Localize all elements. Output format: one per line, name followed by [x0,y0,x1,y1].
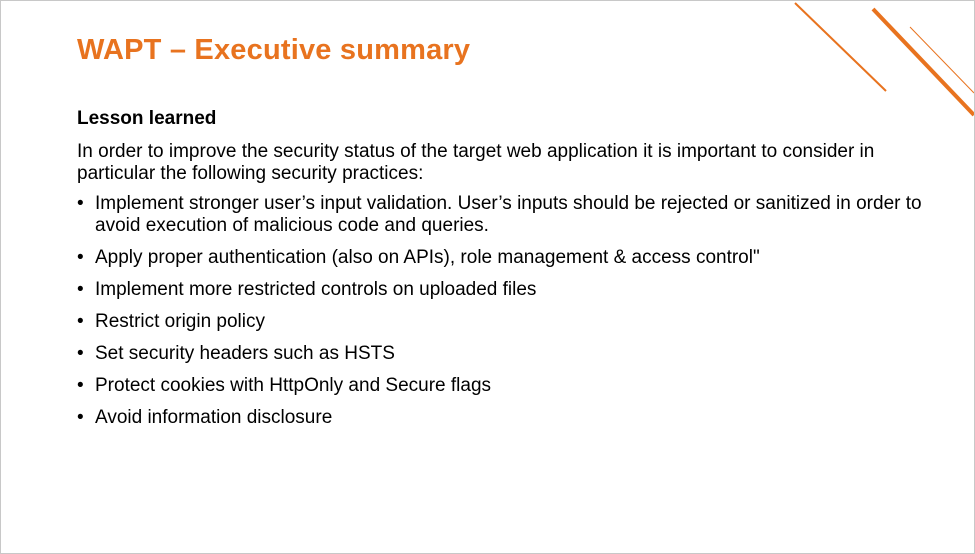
intro-paragraph: In order to improve the security status of the target web application it is important to consider in particular the following security practices: [77,141,875,184]
bullet-dot: • [77,311,84,332]
bullet-text: Protect cookies with HttpOnly and Secure flags [95,375,492,396]
bullet-item [77,375,927,397]
bullet-text: Apply proper authentication (also on APIs), role management & access control" [95,247,760,268]
bullet-dot: • [77,279,84,300]
diagonal-line-thick [873,9,974,115]
bullet-dot: • [77,343,84,364]
slide-body [77,107,927,439]
bullet-text: Restrict origin policy [95,311,265,332]
diagonal-line-thin [795,3,886,91]
bullet-text: Implement more restricted controls on uploaded files [95,279,537,300]
bullet-item [77,193,927,237]
section-heading: Lesson learned [77,108,217,129]
bullet-text: Avoid information disclosure [95,407,333,428]
bullet-item [77,247,927,269]
slide-title: WAPT – Executive summary [77,34,471,66]
bullet-list [77,193,927,429]
bullet-dot: • [77,375,84,396]
bullet-text: Set security headers such as HSTS [95,343,395,364]
bullet-dot: • [77,407,84,428]
bullet-item [77,311,927,333]
bullet-item [77,279,927,301]
bullet-dot: • [77,193,84,214]
bullet-item [77,343,927,365]
bullet-item [77,407,927,429]
bullet-text: Implement stronger user’s input validation. User’s inputs should be rejected or sanitized in order to avoid execution of malicious code and queries. [95,193,922,236]
bullet-dot: • [77,247,84,268]
